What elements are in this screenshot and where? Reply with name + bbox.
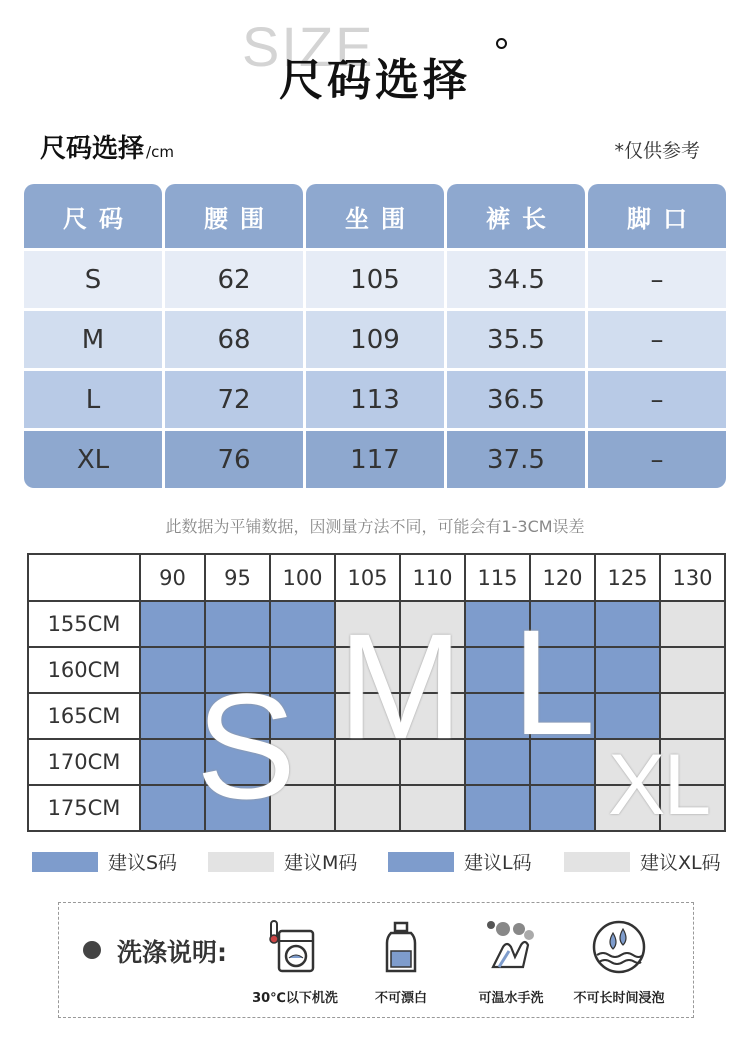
cell-waist: 62 [165,251,303,308]
grid-cell-s [270,693,335,739]
grid-cell-xl [595,739,660,785]
grid-cell-m [270,785,335,831]
grid-cell-m [400,647,465,693]
grid-cell-s [140,693,205,739]
grid-cell-m [335,739,400,785]
title-dot-decoration [496,38,507,49]
table-row [24,311,726,368]
grid-cell-m [335,601,400,647]
cell-length: 34.5 [447,251,585,308]
cell-leg-opening: – [588,311,726,368]
cell-length: 36.5 [447,371,585,428]
grid-cell-m [400,601,465,647]
page-header [0,0,750,110]
grid-cell-m [335,785,400,831]
header-cell-hip: 坐围 [306,184,444,248]
grid-weight-label: 120 [530,554,595,601]
bleach-bottle-icon [371,917,431,977]
grid-height-label: 155CM [28,601,140,647]
legend-label: 建议L码 [464,852,532,874]
header-cell-length: 裤长 [447,184,585,248]
grid-corner [28,554,140,601]
section-unit: /cm [146,143,174,161]
grid-letter-m: M [338,602,463,770]
grid-letter-xl: XL [608,737,710,833]
legend-swatch [564,852,630,872]
legend-swatch [32,852,98,872]
grid-height-label: 160CM [28,647,140,693]
grid-weight-label: 130 [660,554,725,601]
grid-row [28,647,725,693]
grid-height-label: 170CM [28,739,140,785]
grid-cell-m [335,693,400,739]
cell-waist: 68 [165,311,303,368]
grid-cell-l [465,647,530,693]
section-title [40,128,174,165]
grid-weight-label: 95 [205,554,270,601]
legend-item-s [32,848,177,875]
grid-weight-label: 90 [140,554,205,601]
grid-header-row [28,554,725,601]
cell-waist: 72 [165,371,303,428]
grid-height-label: 165CM [28,693,140,739]
cell-hip: 105 [306,251,444,308]
grid-cell-xl [595,785,660,831]
wash-label: 30℃以下机洗 [252,991,338,1006]
grid-cell-s [270,601,335,647]
grid-cell-s [205,739,270,785]
grid-cell-l [465,693,530,739]
grid-cell-l [595,693,660,739]
table-row [24,431,726,488]
washing-machine-icon [265,917,325,977]
size-table-header [24,184,726,248]
grid-cell-s [270,647,335,693]
grid-letter-l: L [512,598,596,766]
grid-legend [32,848,732,878]
cell-length: 37.5 [447,431,585,488]
grid-weight-label: 100 [270,554,335,601]
grid-row [28,739,725,785]
size-watermark: SIZE [242,15,375,78]
table-row [24,251,726,308]
size-table [24,184,726,491]
legend-item-l [388,848,532,875]
wash-label: 不可长时间浸泡 [573,991,665,1006]
grid-cell-l [595,647,660,693]
grid-cell-s [205,785,270,831]
grid-cell-l [465,601,530,647]
size-recommendation-grid [27,553,726,832]
grid-cell-l [465,785,530,831]
grid-cell-s [140,601,205,647]
cell-size: S [24,251,162,308]
grid-cell-m [335,647,400,693]
grid-cell-m [400,693,465,739]
wash-label: 可温水手洗 [478,991,544,1006]
cell-leg-opening: – [588,371,726,428]
legend-item-xl [564,848,721,875]
grid-weight-label: 125 [595,554,660,601]
grid-cell-s [140,647,205,693]
grid-cell-m [400,785,465,831]
hand-wash-icon [481,917,541,977]
header-cell-waist: 腰围 [165,184,303,248]
grid-weight-label: 105 [335,554,400,601]
reference-note: *仅供参考 [614,140,700,162]
wash-title: 洗涤说明: [117,938,227,967]
cell-waist: 76 [165,431,303,488]
grid-cell-xl [660,647,725,693]
legend-swatch [208,852,274,872]
legend-label: 建议XL码 [640,852,721,874]
grid-cell-l [530,647,595,693]
cell-hip: 117 [306,431,444,488]
section-title-text: 尺码选择 [40,134,145,164]
grid-cell-s [205,647,270,693]
grid-weight-label: 115 [465,554,530,601]
bullet-icon [83,941,101,959]
grid-weight-label: 110 [400,554,465,601]
header-cell-size: 尺码 [24,184,162,248]
grid-row [28,785,725,831]
cell-size: M [24,311,162,368]
grid-height-label: 175CM [28,785,140,831]
grid-cell-l [465,739,530,785]
grid-cell-l [530,739,595,785]
grid-cell-xl [660,693,725,739]
cell-hip: 109 [306,311,444,368]
cell-size: XL [24,431,162,488]
wash-label: 不可漂白 [374,991,427,1006]
cell-leg-opening: – [588,251,726,308]
grid-cell-l [530,785,595,831]
grid-cell-l [595,601,660,647]
table-row [24,371,726,428]
grid-cell-xl [660,739,725,785]
grid-cell-s [140,739,205,785]
grid-cell-s [205,601,270,647]
measurement-disclaimer: 此数据为平铺数据，因测量方法不同，可能会有1-3CM误差 [165,517,585,536]
grid-cell-xl [660,785,725,831]
header-cell-leg-opening: 脚口 [588,184,726,248]
grid-cell-l [530,693,595,739]
grid-cell-s [140,785,205,831]
cell-length: 35.5 [447,311,585,368]
grid-cell-s [205,693,270,739]
page-title: 尺码选择 [279,55,471,106]
grid-row [28,693,725,739]
cell-size: L [24,371,162,428]
no-soak-icon [589,917,649,977]
grid-cell-m [270,739,335,785]
cell-hip: 113 [306,371,444,428]
grid-letter-s: S [196,662,297,830]
legend-item-m [208,848,357,875]
legend-swatch [388,852,454,872]
grid-cell-xl [660,601,725,647]
cell-leg-opening: – [588,431,726,488]
legend-label: 建议S码 [108,852,178,874]
grid-cell-l [530,601,595,647]
grid-row [28,601,725,647]
wash-instructions [58,902,694,1018]
legend-label: 建议M码 [284,852,358,874]
grid-cell-m [400,739,465,785]
